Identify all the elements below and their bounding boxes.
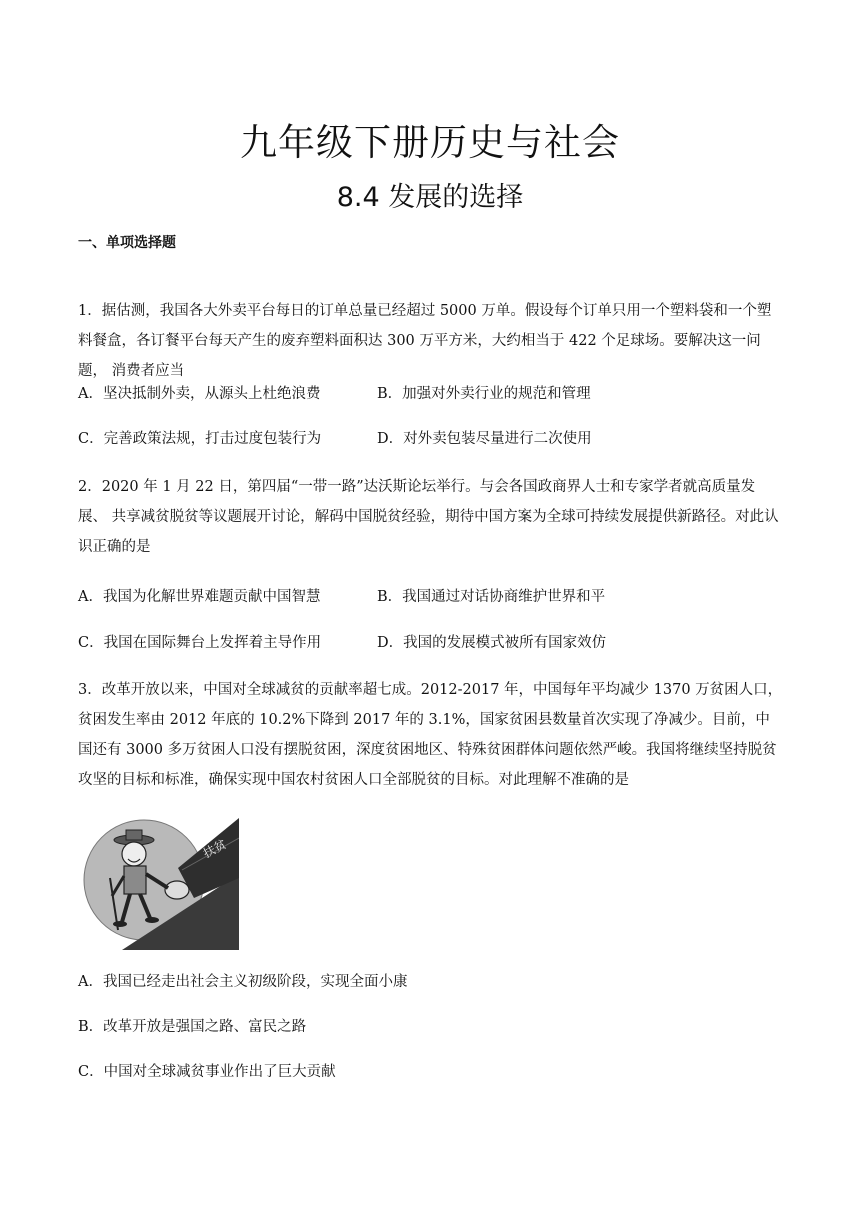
question-3-option-c: C．中国对全球减贫事业作出了巨大贡献 (78, 1064, 336, 1080)
cartoon-sleeve-label: 扶贫 (200, 837, 229, 861)
question-1-option-d: D．对外卖包装尽量进行二次使用 (377, 431, 592, 447)
question-2-stem: 2．2020 年 1 月 22 日，第四届“一带一路”达沃斯论坛举行。与会各国政商界人士和专家学者就高质量发展、 共享减贫脱贫等议题展开讨论，解码中国脱贫经验，期待中国方案为全球可持续发展提供新路径。对此认识正确的是 (78, 479, 779, 555)
question-2-option-b: B．我国通过对话协商维护世界和平 (377, 589, 606, 605)
question-1-option-b: B．加强对外卖行业的规范和管理 (377, 386, 591, 402)
question-1-stem: 1．据估测，我国各大外卖平台每日的订单总量已经超过 5000 万单。假设每个订单只用一个塑料袋和一个塑料餐盒，各订餐平台每天产生的废弃塑料面积达 300 万平方米，大约相当于 422 个足球场。要解决这一问题， 消费者应当 (78, 303, 772, 379)
question-2-option-c: C．我国在国际舞台上发挥着主导作用 (78, 635, 322, 651)
question-3-option-a: A．我国已经走出社会主义初级阶段，实现全面小康 (78, 974, 408, 990)
question-1-option-c: C．完善政策法规，打击过度包装行为 (78, 431, 322, 447)
document-subtitle: 8.4 发展的选择 (336, 182, 524, 213)
question-3-stem: 3．改革开放以来，中国对全球减贫的贡献率超七成。2012-2017 年，中国每年平均减少 1370 万贫困人口，贫困发生率由 2012 年底的 10.2%下降到 2017 年的 3.1%，国家贫困县数量首次实现了净减少。目前，中国还有 3000 多万贫困人口没有摆脱贫困，深度贫困地区、特殊贫困群体问题依然严峻。我国将继续坚持脱贫攻坚的目标和标准，确保实现中国农村贫困人口全部脱贫的目标。对此理解不准确的是 (78, 682, 783, 788)
question-2-option-d: D．我国的发展模式被所有国家效仿 (377, 635, 607, 651)
question-3-option-b: B．改革开放是强国之路、富民之路 (78, 1019, 307, 1035)
question-1-option-a: A．坚决抵制外卖，从源头上杜绝浪费 (78, 386, 321, 402)
poverty-alleviation-cartoon (82, 818, 239, 950)
section-heading: 一、单项选择题 (78, 235, 176, 251)
document-title: 九年级下册历史与社会 (240, 121, 620, 164)
question-2-option-a: A．我国为化解世界难题贡献中国智慧 (78, 589, 321, 605)
